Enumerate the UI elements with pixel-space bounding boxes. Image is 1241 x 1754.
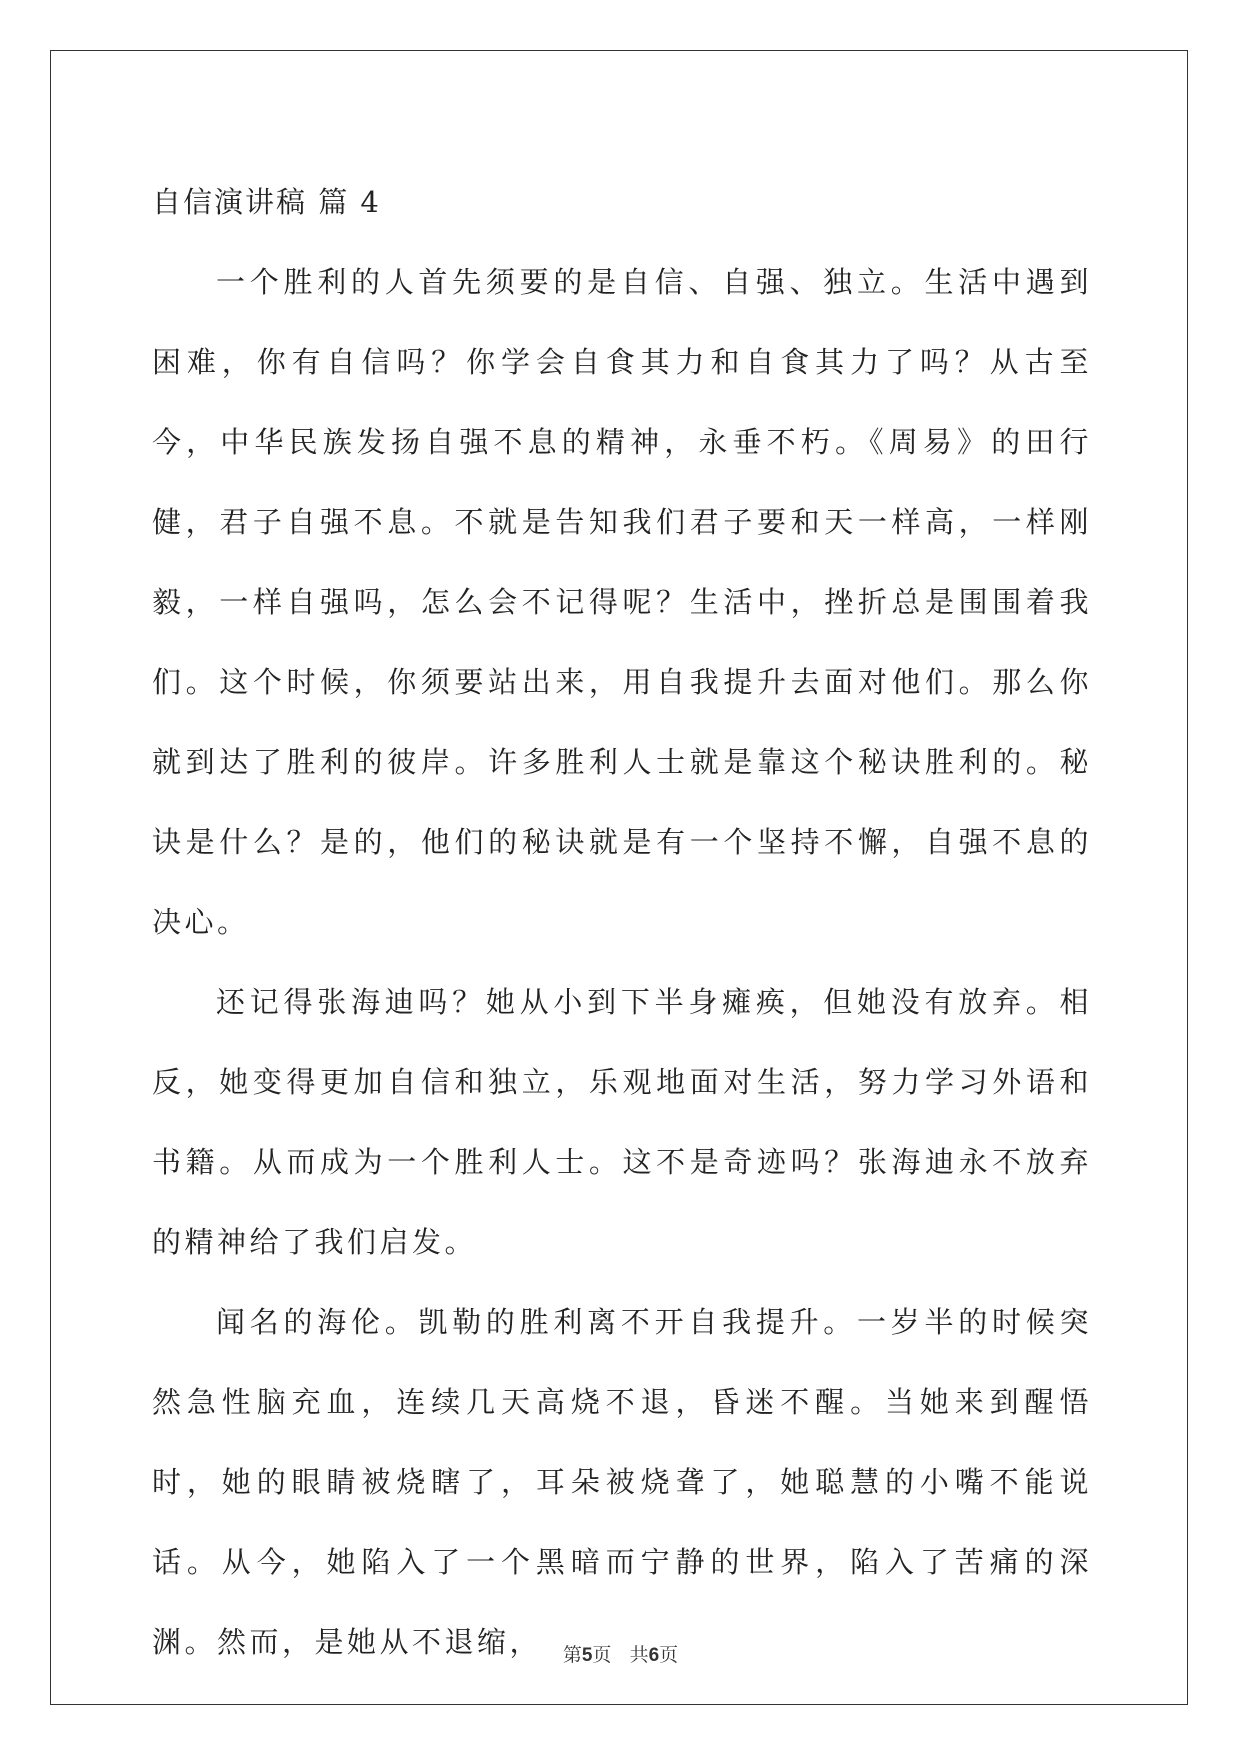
document-body: [152, 162, 1092, 1682]
paragraph-3: 闻名的海伦。凯勒的胜利离不开自我提升。一岁半的时候突然急性脑充血，连续几天高烧不退，昏迷不醒。当她来到醒悟时，她的眼睛被烧瞎了，耳朵被烧聋了，她聪慧的小嘴不能说话。从今，她陷入了一个黑暗而宁静的世界，陷入了苦痛的深渊。然而，是她从不退缩，: [152, 1305, 1092, 1659]
document-title: 自信演讲稿 篇 4: [152, 185, 381, 219]
paragraph-2: 还记得张海迪吗？她从小到下半身瘫痪，但她没有放弃。相反，她变得更加自信和独立，乐观地面对生活，努力学习外语和书籍。从而成为一个胜利人士。这不是奇迹吗？张海迪永不放弃的精神给了我们启发。: [152, 985, 1092, 1259]
page-prefix: 第: [562, 1644, 582, 1666]
total-pages-number: 6: [648, 1645, 660, 1666]
paragraph-1: 一个胜利的人首先须要的是自信、自强、独立。生活中遇到困难，你有自信吗？你学会自食其力和自食其力了吗？从古至今，中华民族发扬自强不息的精神，永垂不朽。《周易》的田行健，君子自强不息。不就是告知我们君子要和天一样高，一样刚毅，一样自强吗，怎么会不记得呢？生活中，挫折总是围围着我们。这个时候，你须要站出来，用自我提升去面对他们。那么你就到达了胜利的彼岸。许多胜利人士就是靠这个秘诀胜利的。秘诀是什么？是的，他们的秘诀就是有一个坚持不懈，自强不息的决心。: [152, 265, 1092, 939]
page-unit: 页: [592, 1644, 612, 1666]
current-page-number: 5: [581, 1645, 593, 1666]
total-unit: 页: [659, 1644, 679, 1666]
page-footer: [0, 1640, 1241, 1667]
total-prefix: 共: [629, 1644, 649, 1666]
